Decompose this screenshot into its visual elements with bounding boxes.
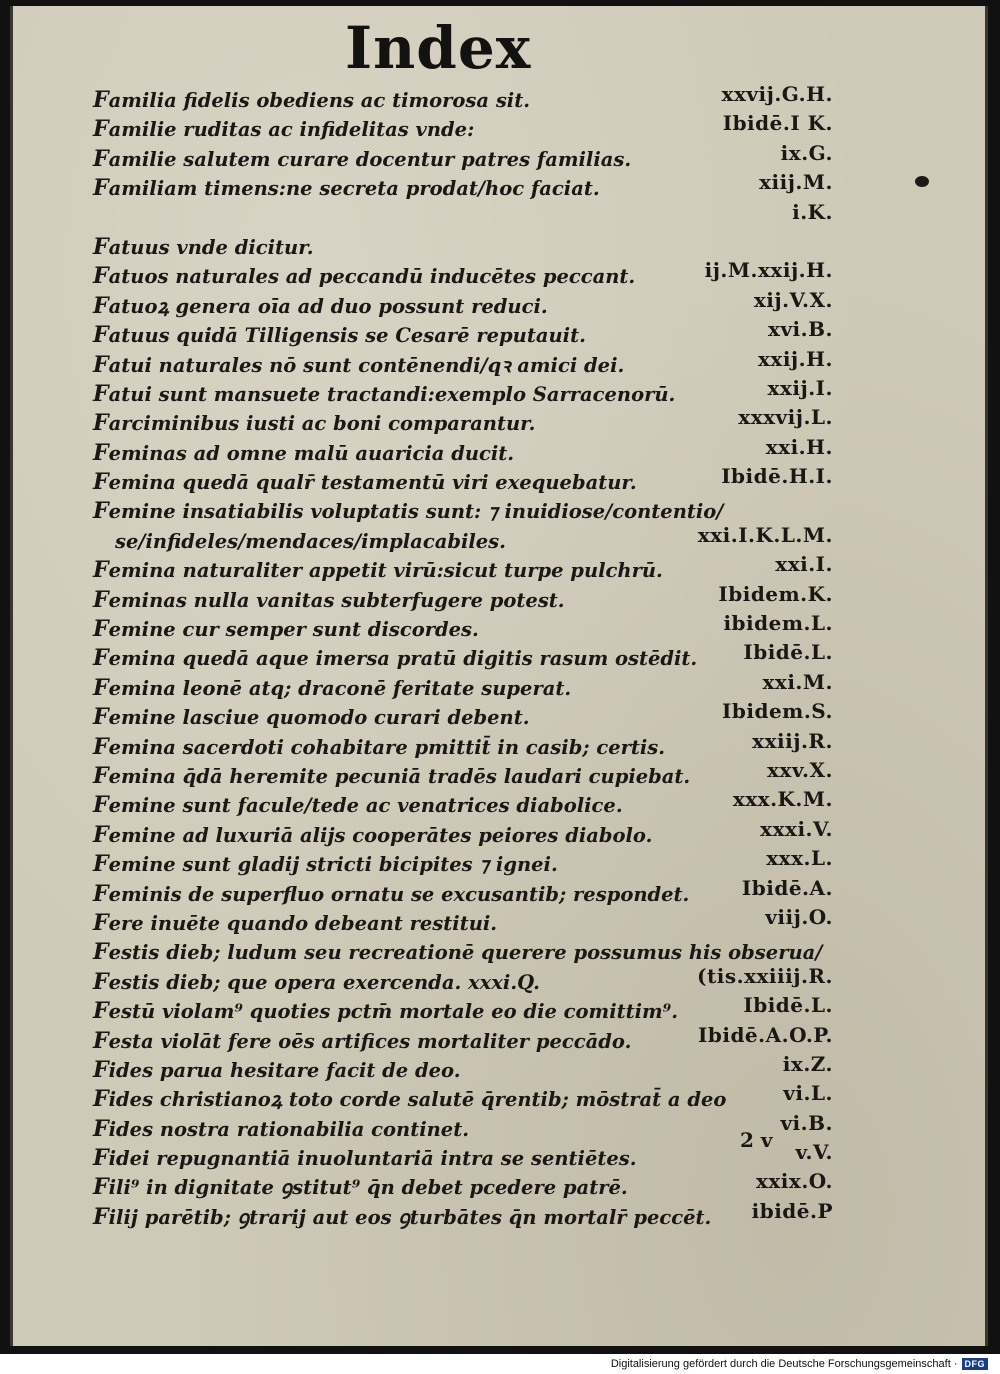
index-entry-term: Farciminibus iusti ac boni comparantur. [93,410,536,437]
index-entry-reference: xxij.H. [757,346,833,371]
index-entry-term: Fere inuēte quando debeant restitui. [93,909,498,936]
index-entry-reference: ibidem.L. [723,611,833,636]
index-entry-term: Femina q̄dā heremite pecuniā tradēs laudari cupiebat. [93,762,691,789]
index-entry-term: Fides parua hesitare facit de deo. [93,1056,461,1083]
index-entry-term: Fides christianoꝝ toto corde salutē q̄rentib; mōstrat̄ a deo [93,1086,727,1113]
index-entry-reference: xxxvij.L. [738,405,833,430]
index-entry-reference: ibidē.P [751,1198,833,1223]
index-entry-reference: viij.O. [765,904,833,929]
index-entry [93,640,833,673]
index-entry [93,405,833,438]
index-entry [93,170,833,203]
index-entry-term: Festa violāt fere oēs artifices mortaliter peccādo. [93,1027,632,1054]
index-entry [93,699,833,732]
index-entry-term: Femine ad luxuriā alijs cooperātes peiores diabolo. [93,821,653,848]
index-entry-term: Festis dieb; ludum seu recreationē querere possumus his obserua/ [93,939,823,966]
index-entry [93,287,833,321]
index-entry-term: Femine sunt gladij stricti bicipites ⁊ ignei. [93,851,558,878]
index-entry-term: Familie ruditas ac infidelitas vnde: [93,116,475,143]
index-entry [93,317,833,350]
index-entry-reference: xxi.I.K.L.M. [697,522,833,547]
index-entry-term: Familiam timens:ne secreta prodat/hoc faciat. [93,175,600,202]
page-signature: 2 v [740,1128,773,1152]
index-entry-reference: vi.B. [780,1110,833,1135]
index-entry [93,346,833,380]
index-entry [93,1110,833,1144]
index-entry-reference: xxiij.R. [752,728,833,753]
index-entry-reference: xxi.M. [762,669,833,694]
book-page [10,6,988,1346]
index-entry-term: Feminis de superfluo ornatu se excusantib; respondet. [93,880,690,907]
index-entry-reference: xxij.I. [767,375,833,400]
index-entry [93,757,833,791]
index-entry-term: Femina naturaliter appetit virū:sicut turpe pulchrū. [93,557,663,584]
index-entry-term: Femina quedā qualr̄ testamentū viri exequebatur. [93,469,637,496]
index-entry [93,846,833,879]
index-entry-reference: xvi.B. [768,317,833,342]
index-entry-term: Filij parētib; ꝯtrarij aut eos ꝯturbātes q̄n mortalr̄ peccēt. [93,1203,712,1230]
index-entry-term: Fidei repugnantiā inuoluntariā intra se sentiētes. [93,1145,637,1172]
index-entry-term: Festū violam⁹ quoties pctm̄ mortale eo die comittim⁹. [93,998,678,1025]
index-entry-reference: xxi.I. [775,552,833,577]
index-entry-reference: xxv.X. [767,757,833,782]
index-entry [93,611,833,644]
index-entry-reference: Ibidē.A.O.P. [698,1022,833,1047]
index-entry-reference: xxxi.V. [760,816,833,841]
index-entry [93,464,833,497]
index-entry [93,581,833,615]
index-entry-term: Fatui naturales nō sunt contēnendi/qꝛ amici dei. [93,351,625,378]
credit-text: Digitalisierung gefördert durch die Deutsche Forschungsgemeinschaft · [610,1358,958,1370]
index-entry [93,375,833,409]
index-entry-list [93,82,833,1232]
index-entry-term: Fatui sunt mansuete tractandi:exemplo Sarracenorū. [93,380,676,407]
index-entry-reference: Ibidē.I K. [722,111,833,136]
ink-smudge [915,176,929,187]
index-entry-term: Fatuus vnde dicitur. [93,233,314,260]
index-entry-reference: xiij.M. [759,170,833,195]
index-entry-reference: i.K. [792,199,833,224]
index-entry [93,963,833,997]
index-entry [93,787,833,820]
index-entry-reference: xxvij.G.H. [721,82,833,106]
index-entry-term: Festis dieb; que opera exercenda. xxxi.Q. [93,968,540,995]
index-entry-term: Femine lasciue quomodo curari debent. [93,704,530,731]
index-entry-term: Fides nostra rationabilia continet. [93,1115,469,1142]
index-entry [93,1081,833,1114]
index-entry [93,816,833,850]
index-entry-reference: Ibidē.L. [743,993,833,1018]
index-entry [93,140,833,174]
index-entry-term: Fatuus quidā Tilligensis se Cesarē reputauit. [93,322,586,349]
index-entry [93,111,833,144]
index-entry-reference: ix.G. [780,140,833,165]
index-entry [93,1022,833,1056]
index-entry-term: se/infideles/mendaces/implacabiles. [115,529,506,553]
index-entry-term: Fatuoꝝ genera oīa ad duo possunt reduci. [93,292,548,319]
index-entry [93,1198,833,1232]
index-entry-reference: xxix.O. [755,1169,833,1194]
index-entry-reference: Ibidem.K. [718,581,833,606]
index-entry-reference: ij.M.xxij.H. [704,258,833,283]
index-entry-reference: ix.Z. [782,1051,833,1076]
index-entry-reference: xij.V.X. [753,287,833,312]
index-entry-term: Feminas ad omne malū auaricia ducit. [93,439,515,466]
index-entry [93,522,833,556]
index-entry-reference: xxx.L. [766,846,833,871]
index-entry-reference: (tis.xxiiij.R. [697,963,833,988]
index-entry-term: Femine cur semper sunt discordes. [93,616,479,643]
dfg-logo: DFG [962,1358,989,1370]
index-entry-term: Familie salutem curare docentur patres familias. [93,145,632,172]
index-entry [93,875,833,909]
index-entry-term: Femina sacerdoti cohabitare pmittit̄ in casib; certis. [93,733,666,760]
index-entry-reference: xxi.H. [765,434,833,459]
index-entry [93,728,833,762]
index-entry [93,904,833,938]
index-entry [93,1051,833,1085]
index-entry [93,1169,833,1202]
index-entry [93,199,833,233]
index-entry-term: Femine insatiabilis voluptatis sunt: ⁊ inuidiose/contentio/ [93,498,724,525]
index-entry-term: Fatuos naturales ad peccandū inducētes peccant. [93,263,636,290]
index-entry-reference: Ibidē.L. [743,640,833,665]
index-entry-reference: xxx.K.M. [732,787,833,812]
index-entry-term: Femina quedā aque imersa pratū digitis rasum ostēdit. [93,645,698,672]
index-entry-term: Feminas nulla vanitas subterfugere potest. [93,586,565,613]
index-entry [93,258,833,291]
index-entry-reference: v.V. [795,1140,833,1165]
index-entry-reference: Ibidē.H.I. [721,464,833,489]
index-entry-term: Femina leonē atq; draconē feritate superat. [93,674,572,701]
index-heading: Index [345,14,532,82]
index-entry-reference: Ibidem.S. [722,699,833,724]
index-entry-reference: Ibidē.A. [741,875,833,900]
index-entry-term: Femine sunt facule/tede ac venatrices diabolice. [93,792,623,819]
index-entry-term: Familia fidelis obediens ac timorosa sit. [93,87,530,113]
index-entry-term: Fili⁹ in dignitate ꝯstitut⁹ q̄n debet pcedere patrē. [93,1174,628,1201]
digitization-credit [611,1358,988,1370]
index-entry-reference: vi.L. [783,1081,833,1106]
